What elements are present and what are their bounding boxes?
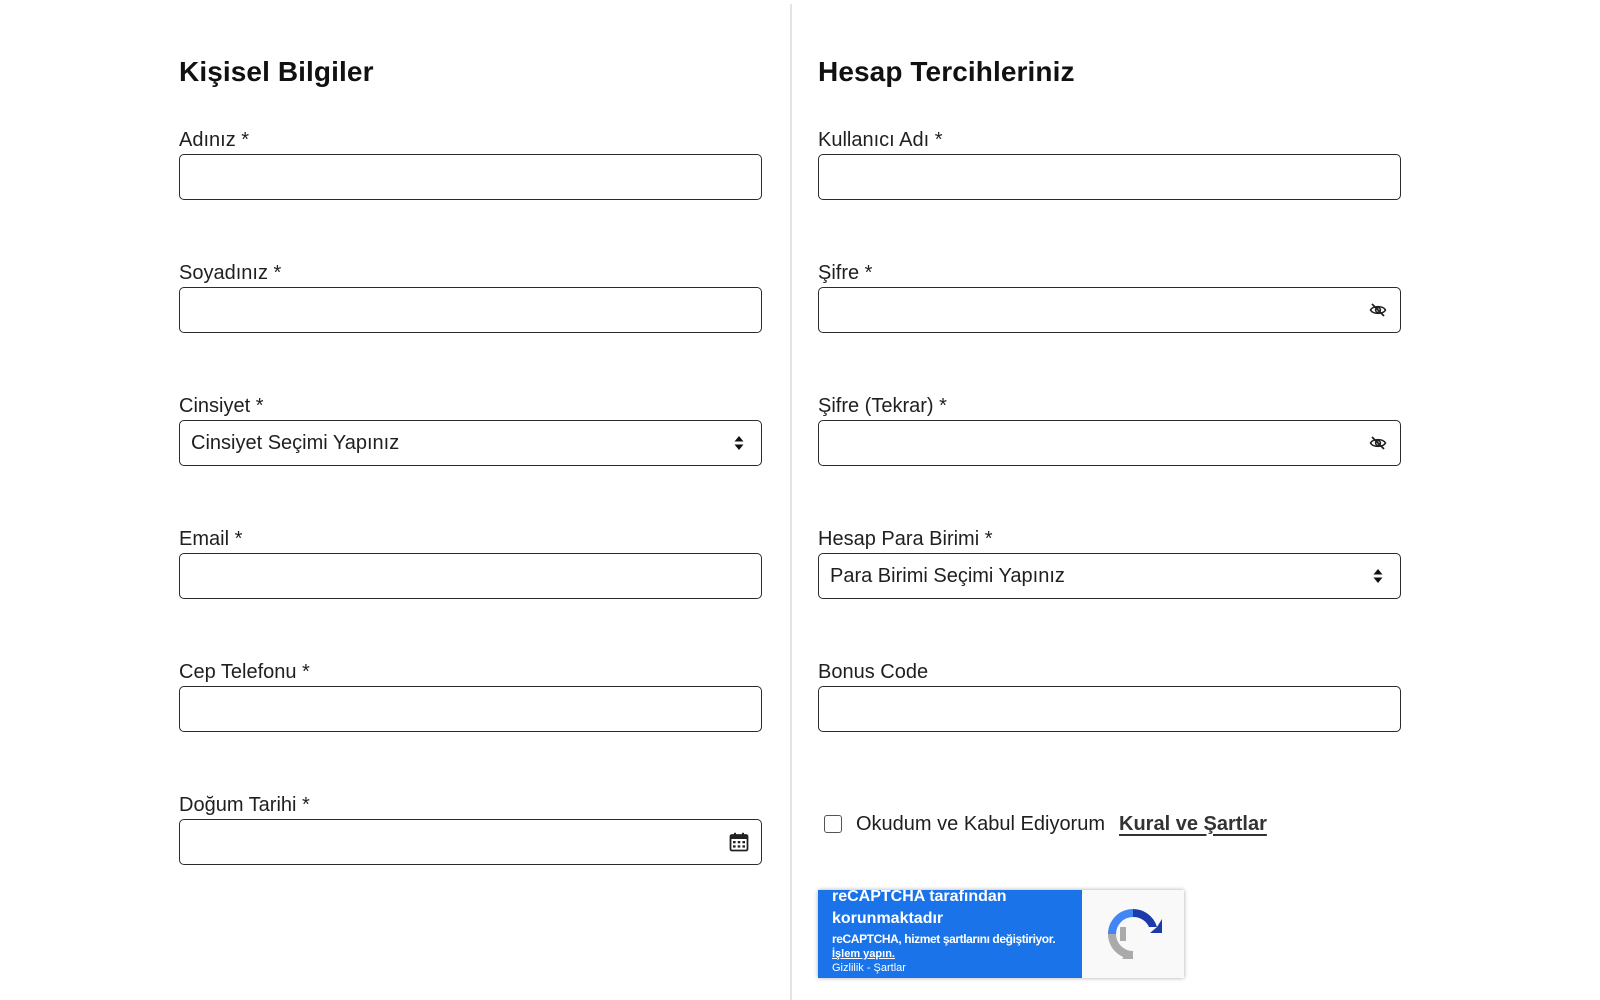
username-field xyxy=(818,128,1401,152)
account-preferences-title: Hesap Tercihleriniz xyxy=(818,56,1075,87)
recaptcha-terms-change-text: reCAPTCHA, hizmet şartlarını değiştiriyor. xyxy=(832,932,1056,946)
terms-text: Okudum ve Kabul Ediyorum xyxy=(856,812,1106,835)
password-input[interactable] xyxy=(818,287,1401,333)
eye-slash-icon[interactable] xyxy=(1368,300,1388,320)
birthdate-input[interactable] xyxy=(179,819,762,865)
last-name-input[interactable] xyxy=(179,287,762,333)
calendar-icon[interactable] xyxy=(729,832,749,852)
gender-field xyxy=(179,394,762,454)
phone-label: Cep Telefonu * xyxy=(179,661,310,683)
recaptcha-logo-icon xyxy=(1082,890,1184,978)
recaptcha-text-panel xyxy=(818,890,1082,978)
recaptcha-action-link[interactable]: İşlem yapın. xyxy=(832,948,895,960)
email-field xyxy=(179,527,762,551)
bonus-code-input[interactable] xyxy=(818,686,1401,732)
column-divider xyxy=(790,4,792,1000)
first-name-field xyxy=(179,128,762,152)
currency-label: Hesap Para Birimi * xyxy=(818,528,993,550)
bonus-code-label: Bonus Code xyxy=(818,661,929,683)
last-name-field xyxy=(179,261,762,285)
gender-select[interactable] xyxy=(179,420,762,466)
last-name-label: Soyadınız * xyxy=(179,262,282,284)
select-arrows-icon xyxy=(1368,566,1388,586)
personal-info-title: Kişisel Bilgiler xyxy=(179,56,374,87)
first-name-input[interactable] xyxy=(179,154,762,200)
gender-select-value: Cinsiyet Seçimi Yapınız xyxy=(191,432,400,454)
username-input[interactable] xyxy=(818,154,1401,200)
gender-label: Cinsiyet * xyxy=(179,395,264,417)
currency-field xyxy=(818,527,1401,587)
birthdate-label: Doğum Tarihi * xyxy=(179,794,310,816)
recaptcha-protected-text: reCAPTCHA tarafından korunmaktadır xyxy=(832,890,1007,927)
phone-input[interactable] xyxy=(179,686,762,732)
username-label: Kullanıcı Adı * xyxy=(818,129,943,151)
password-label: Şifre * xyxy=(818,262,873,284)
eye-slash-icon[interactable] xyxy=(1368,433,1388,453)
first-name-label: Adınız * xyxy=(179,129,250,151)
birthdate-field xyxy=(179,793,762,817)
password-repeat-label: Şifre (Tekrar) * xyxy=(818,395,947,417)
bonus-code-field xyxy=(818,660,1401,684)
phone-field xyxy=(179,660,762,684)
password-repeat-field xyxy=(818,394,1401,418)
select-arrows-icon xyxy=(729,433,749,453)
terms-checkbox[interactable] xyxy=(824,815,842,833)
email-label: Email * xyxy=(179,528,243,550)
currency-select-value: Para Birimi Seçimi Yapınız xyxy=(830,565,1065,587)
recaptcha-privacy-terms-link[interactable]: Gizlilik - Şartlar xyxy=(832,962,906,974)
recaptcha-badge xyxy=(818,890,1184,978)
terms-row xyxy=(824,808,1384,840)
password-repeat-input[interactable] xyxy=(818,420,1401,466)
currency-select[interactable] xyxy=(818,553,1401,599)
terms-link[interactable]: Kural ve Şartlar xyxy=(1119,812,1267,835)
password-field xyxy=(818,261,1401,285)
email-input[interactable] xyxy=(179,553,762,599)
